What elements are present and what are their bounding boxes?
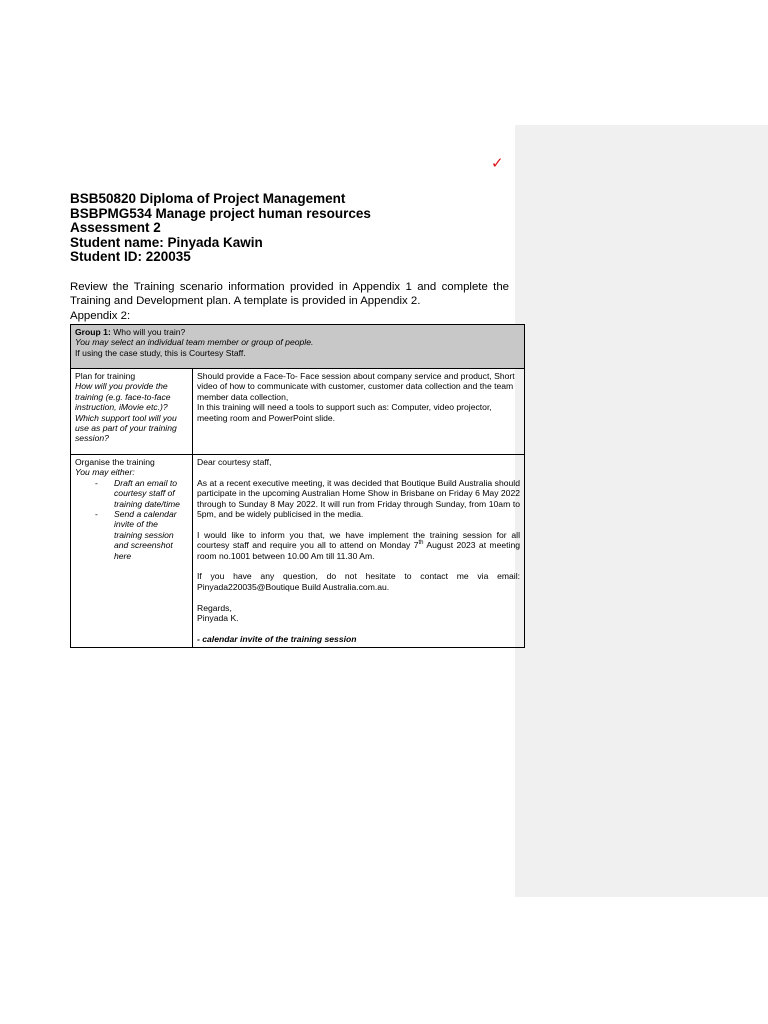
- group-hint: You may select an individual team member or group of people.: [75, 337, 314, 348]
- email-signature: Pinyada K.: [197, 613, 239, 624]
- plan-answer-1: Should provide a Face-To- Face session about company service and product, Short video of how to communicate with customer, customer data collection and the team member data collection,: [197, 371, 515, 402]
- group-label: Group 1:: [75, 327, 111, 337]
- training-plan-table: [70, 324, 525, 648]
- comment-pane: [515, 125, 768, 897]
- group-question: [75, 327, 520, 337]
- plan-prompt-2: Which support tool will you use as part of your training session?: [75, 412, 177, 444]
- email-paragraph-3: If you have any question, do not hesitate to contact me via email: Pinyada220035@Boutique Build Australia.com.au.: [197, 571, 520, 592]
- checkmark-icon: ✓: [491, 154, 504, 172]
- organise-label: Organise the training: [75, 457, 155, 467]
- appendix-label: Appendix 2:: [70, 310, 131, 322]
- option-calendar-invite: - Send a calendar invite of the training session and screenshot here: [89, 509, 188, 561]
- plan-answer-2: In this training will need a tools to support such as: Computer, video projector, meeting room and PowerPoint slide.: [197, 402, 492, 423]
- group-case-note: If using the case study, this is Courtesy Staff.: [75, 347, 246, 358]
- email-regards: Regards,: [197, 602, 232, 613]
- plan-label: Plan for training: [75, 371, 136, 381]
- organise-label-cell: [71, 455, 193, 648]
- plan-row: [71, 369, 525, 455]
- option-draft-email: - Draft an email to courtesy staff of training date/time: [89, 478, 188, 509]
- student-name: Student name: Pinyada Kawin: [70, 234, 263, 250]
- organise-options: [75, 478, 188, 561]
- email-greeting: Dear courtesy staff,: [197, 457, 272, 467]
- assessment-title: Assessment 2: [70, 220, 161, 236]
- student-id: Student ID: 220035: [70, 249, 191, 265]
- calendar-invite-note: - calendar invite of the training session: [197, 633, 357, 644]
- email-draft-cell: [193, 455, 525, 648]
- intro-paragraph: Review the Training scenario information provided in Appendix 1 and complete the Training and Development plan. A template is provided in Appendix 2.: [70, 281, 509, 308]
- course-title: BSB50820 Diploma of Project Management: [70, 191, 346, 206]
- email-paragraph-1: As at a recent executive meeting, it was decided that Boutique Build Australia should participate in the upcoming Australian Home Show in Brisbane on Friday 6 May 2022 through to Sunday 8 May 2022. It will run from Friday through Sunday, from 10am to 5pm, and be widely publicised in the media.: [197, 477, 520, 520]
- group-question-text: Who will you train?: [110, 327, 186, 337]
- group-cell: [71, 325, 525, 369]
- plan-label-cell: [71, 369, 193, 455]
- email-paragraph-2: I would like to inform you that, we have implement the training session for all courtesy staff and require you all to attend on Monday 7th August 2023 at meeting room no.1001 between 10.00 Am till 11.30 Am.: [197, 529, 520, 561]
- group-row: [71, 325, 525, 369]
- organise-row: [71, 455, 525, 648]
- document-header: [70, 192, 530, 265]
- organise-either: You may either:: [75, 467, 135, 478]
- unit-title: BSBPMG534 Manage project human resources: [70, 205, 371, 221]
- plan-answer-cell: [193, 369, 525, 455]
- plan-prompt-1: How will you provide the training (e.g. face-to-face instruction, iMovie etc.)?: [75, 381, 171, 413]
